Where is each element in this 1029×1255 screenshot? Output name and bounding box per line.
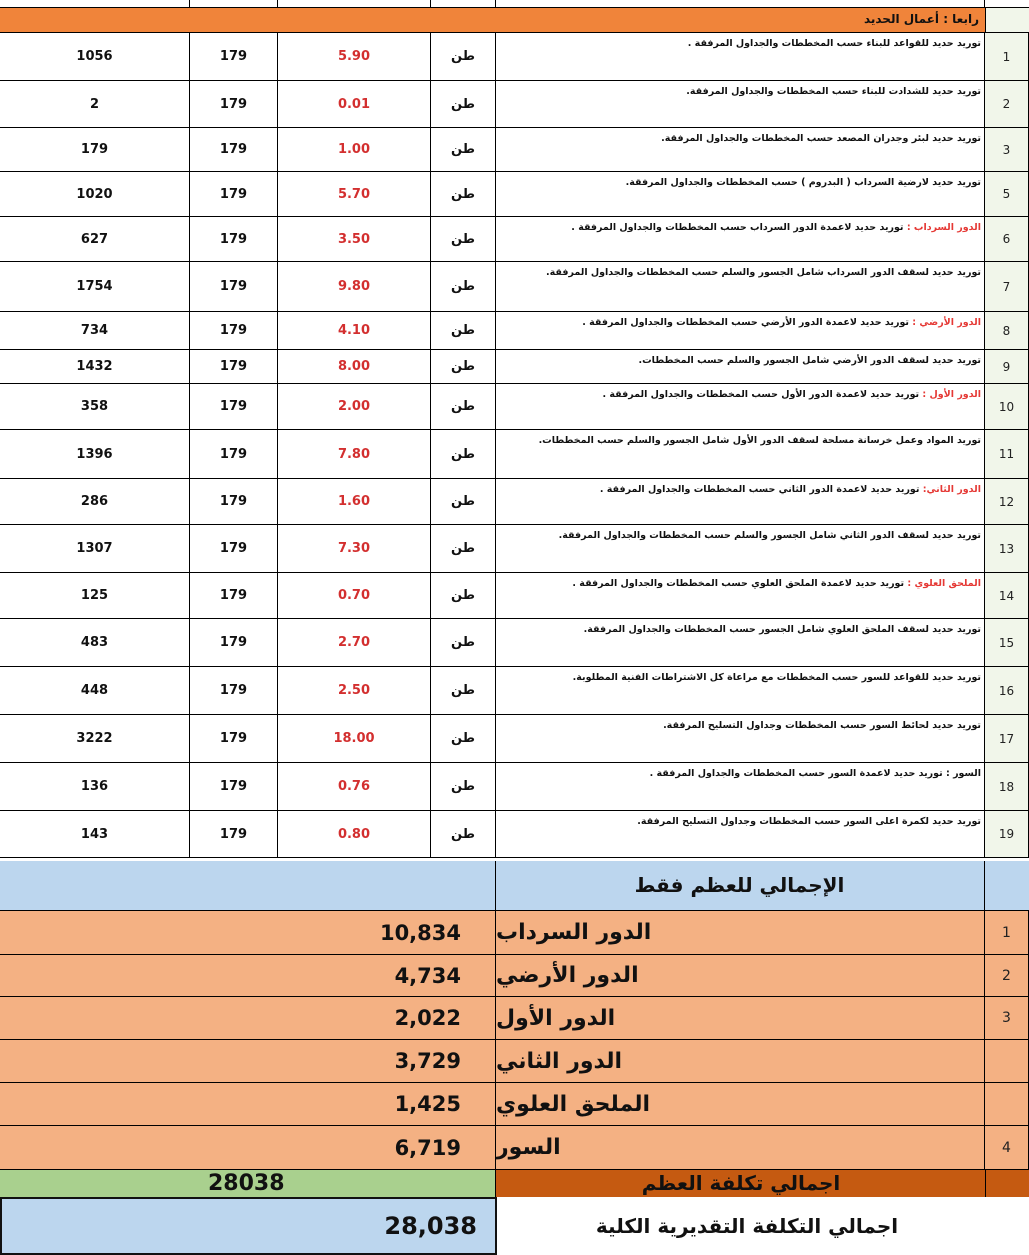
row-description-text: توريد حديد لاعمدة الدور الأرضي حسب المخططات والجداول المرفقة .: [582, 317, 913, 328]
table-row: [0, 763, 1029, 811]
row-description-text: توريد حديد لاعمدة الملحق العلوي حسب المخططات والجداول المرفقة .: [572, 578, 908, 589]
row-rate: 179: [190, 81, 278, 128]
row-description: [496, 715, 985, 763]
summary-row: [0, 1126, 1029, 1170]
row-index: 2: [985, 81, 1029, 128]
row-unit: طن: [431, 172, 496, 217]
grand-total-value: 28,038: [384, 1212, 477, 1240]
grand-total-row: [0, 1197, 1029, 1255]
row-unit: طن: [431, 312, 496, 350]
row-rate: 179: [190, 811, 278, 858]
table-row: [0, 430, 1029, 479]
row-index: 16: [985, 667, 1029, 715]
row-rate: 179: [190, 479, 278, 525]
row-unit: طن: [431, 430, 496, 479]
row-unit: طن: [431, 667, 496, 715]
row-rate: 179: [190, 262, 278, 312]
row-qty: 9.80: [278, 262, 431, 312]
summary-label: الدور الأول: [496, 997, 985, 1040]
row-floor-prefix: الدور الأرضي :: [912, 317, 981, 328]
row-index: 1: [985, 33, 1029, 81]
row-total: 627: [0, 217, 190, 262]
row-floor-prefix: الدور الأول :: [922, 389, 981, 400]
row-description-text: توريد حديد لسقف الدور الأرضي شامل الجسور والسلم حسب المخططات.: [638, 355, 981, 366]
row-description-text: توريد حديد لاعمدة الدور الأول حسب المخططات والجداول المرفقة .: [602, 389, 923, 400]
row-unit: طن: [431, 384, 496, 430]
row-floor-prefix: الملحق العلوي :: [907, 578, 981, 589]
row-unit: طن: [431, 763, 496, 811]
row-rate: 179: [190, 128, 278, 172]
row-total: 448: [0, 667, 190, 715]
row-rate: 179: [190, 384, 278, 430]
row-description-text: توريد حديد للشدادت للبناء حسب المخططات والجداول المرفقة.: [686, 86, 981, 97]
row-description: [496, 479, 985, 525]
table-row: [0, 262, 1029, 312]
summary-row: [0, 1083, 1029, 1126]
row-unit: طن: [431, 262, 496, 312]
row-description-text: توريد حديد لحائط السور حسب المخططات وجداول التسليح المرفقة.: [663, 720, 981, 731]
table-row: [0, 525, 1029, 573]
row-total: 125: [0, 573, 190, 619]
row-description-text: توريد حديد لسقف الدور السرداب شامل الجسور والسلم حسب المخططات والجداول المرفقة.: [546, 267, 981, 278]
row-qty: 4.10: [278, 312, 431, 350]
row-unit: طن: [431, 619, 496, 667]
table-row: [0, 479, 1029, 525]
row-unit: طن: [431, 573, 496, 619]
summary-row: [0, 955, 1029, 997]
row-qty: 0.01: [278, 81, 431, 128]
table-row: [0, 128, 1029, 172]
summary-index: [985, 1083, 1029, 1126]
summary-label: الملحق العلوي: [496, 1083, 985, 1126]
summary-value: 1,425: [0, 1083, 496, 1126]
row-description: [496, 619, 985, 667]
row-index: 15: [985, 619, 1029, 667]
row-description: [496, 430, 985, 479]
row-rate: 179: [190, 172, 278, 217]
grand-total-value-cell: [0, 1197, 497, 1255]
row-qty: 7.30: [278, 525, 431, 573]
summary-row: [0, 1040, 1029, 1083]
row-rate: 179: [190, 715, 278, 763]
row-description: [496, 811, 985, 858]
row-total: 1432: [0, 350, 190, 384]
row-index: 10: [985, 384, 1029, 430]
row-rate: 179: [190, 573, 278, 619]
row-description-text: توريد المواد وعمل خرسانة مسلحة لسقف الدور الأول شامل الجسور والسلم حسب المخططات.: [538, 435, 981, 446]
table-row: [0, 81, 1029, 128]
row-unit: طن: [431, 33, 496, 81]
row-total: 143: [0, 811, 190, 858]
row-total: 286: [0, 479, 190, 525]
row-description: [496, 312, 985, 350]
row-total: 1754: [0, 262, 190, 312]
row-rate: 179: [190, 763, 278, 811]
row-total: 3222: [0, 715, 190, 763]
row-description-text: توريد حديد للقواعد للبناء حسب المخططات والجداول المرفقة .: [687, 38, 981, 49]
summary-index: 4: [985, 1126, 1029, 1170]
row-qty: 8.00: [278, 350, 431, 384]
structure-total-row: [0, 1170, 1029, 1197]
table-row: [0, 715, 1029, 763]
row-rate: 179: [190, 667, 278, 715]
section-header-index-cell: [985, 8, 1029, 33]
row-description-text: توريد حديد لسقف الدور الثاني شامل الجسور والسلم حسب المخططات والجداول المرفقة.: [558, 530, 981, 541]
row-qty: 2.50: [278, 667, 431, 715]
row-description: [496, 262, 985, 312]
row-total: 1396: [0, 430, 190, 479]
row-rate: 179: [190, 33, 278, 81]
row-index: 19: [985, 811, 1029, 858]
row-description-text: السور : توريد حديد لاعمدة السور حسب المخططات والجداول المرفقة .: [649, 768, 981, 779]
table-row: [0, 217, 1029, 262]
row-floor-prefix: الدور السرداب :: [906, 222, 981, 233]
table-row: [0, 811, 1029, 858]
row-index: 5: [985, 172, 1029, 217]
row-total: 136: [0, 763, 190, 811]
row-index: 7: [985, 262, 1029, 312]
summary-row: [0, 997, 1029, 1040]
row-description-text: توريد حديد لبئر وجدران المصعد حسب المخططات والجداول المرفقة.: [661, 133, 981, 144]
row-rate: 179: [190, 217, 278, 262]
structure-total-index-cell: [985, 1170, 1029, 1197]
row-qty: 2.70: [278, 619, 431, 667]
summary-value: 3,729: [0, 1040, 496, 1083]
row-description: [496, 384, 985, 430]
row-index: 14: [985, 573, 1029, 619]
row-rate: 179: [190, 350, 278, 384]
table-row: [0, 384, 1029, 430]
row-index: 18: [985, 763, 1029, 811]
row-index: 11: [985, 430, 1029, 479]
summary-row: [0, 911, 1029, 955]
row-description: [496, 128, 985, 172]
row-qty: 1.00: [278, 128, 431, 172]
row-index: 3: [985, 128, 1029, 172]
row-unit: طن: [431, 81, 496, 128]
table-row: [0, 172, 1029, 217]
row-index: 9: [985, 350, 1029, 384]
summary-index: 2: [985, 955, 1029, 997]
row-unit: طن: [431, 811, 496, 858]
row-index: 13: [985, 525, 1029, 573]
row-description: [496, 525, 985, 573]
table-row: [0, 350, 1029, 384]
summary-value: 10,834: [0, 911, 496, 955]
row-qty: 0.70: [278, 573, 431, 619]
row-qty: 7.80: [278, 430, 431, 479]
row-index: 17: [985, 715, 1029, 763]
structure-total-value-cell: [0, 1170, 495, 1197]
row-unit: طن: [431, 715, 496, 763]
row-description-text: توريد حديد لسقف الملحق العلوي شامل الجسور حسب المخططات والجداول المرفقة.: [583, 624, 981, 635]
table-row: [0, 312, 1029, 350]
row-total: 358: [0, 384, 190, 430]
row-index: 8: [985, 312, 1029, 350]
summary-index: [985, 1040, 1029, 1083]
summary-header-row: [0, 861, 1029, 911]
row-qty: 5.90: [278, 33, 431, 81]
row-description: [496, 350, 985, 384]
row-description-text: توريد حديد لارضية السرداب ( البدروم ) حسب المخططات والجداول المرفقة.: [625, 177, 981, 188]
table-row: [0, 619, 1029, 667]
row-description: [496, 33, 985, 81]
summary-index: 3: [985, 997, 1029, 1040]
row-description: [496, 172, 985, 217]
row-rate: 179: [190, 619, 278, 667]
table-row: [0, 667, 1029, 715]
row-total: 179: [0, 128, 190, 172]
row-unit: طن: [431, 525, 496, 573]
row-qty: 3.50: [278, 217, 431, 262]
structure-total-label: اجمالي تكلفة العظم: [641, 1171, 841, 1195]
table-row: [0, 33, 1029, 81]
summary-label: السور: [496, 1126, 985, 1170]
row-description: [496, 763, 985, 811]
row-total: 483: [0, 619, 190, 667]
section-header: [0, 8, 985, 33]
row-floor-prefix: الدور الثاني:: [922, 484, 981, 495]
row-qty: 1.60: [278, 479, 431, 525]
row-description: [496, 217, 985, 262]
row-total: 1056: [0, 33, 190, 81]
row-qty: 2.00: [278, 384, 431, 430]
summary-header-divider-right: [984, 861, 985, 911]
summary-index: 1: [985, 911, 1029, 955]
table-row: [0, 573, 1029, 619]
row-total: 734: [0, 312, 190, 350]
summary-value: 2,022: [0, 997, 496, 1040]
row-qty: 18.00: [278, 715, 431, 763]
row-rate: 179: [190, 525, 278, 573]
summary-value: 4,734: [0, 955, 496, 997]
row-unit: طن: [431, 217, 496, 262]
row-description-text: توريد حديد لكمرة اعلى السور حسب المخططات وجداول التسليح المرفقة.: [637, 816, 981, 827]
row-description-text: توريد حديد لاعمدة الدور الثاني حسب المخططات والجداول المرفقة .: [599, 484, 923, 495]
summary-label: الدور الأرضي: [496, 955, 985, 997]
grand-total-label: اجمالي التكلفة التقديرية الكلية: [595, 1214, 899, 1238]
row-total: 1020: [0, 172, 190, 217]
row-total: 1307: [0, 525, 190, 573]
row-description-text: توريد حديد لاعمدة الدور السرداب حسب المخططات والجداول المرفقة .: [571, 222, 907, 233]
row-unit: طن: [431, 479, 496, 525]
section-header-title: رابعا : أعمال الحديد: [863, 12, 979, 26]
row-qty: 5.70: [278, 172, 431, 217]
row-rate: 179: [190, 312, 278, 350]
summary-label: الدور السرداب: [496, 911, 985, 955]
structure-total-value: 28038: [208, 1171, 285, 1196]
structure-total-label-cell: [495, 1170, 985, 1197]
summary-label: الدور الثاني: [496, 1040, 985, 1083]
grand-total-label-cell: [497, 1197, 1029, 1255]
row-qty: 0.76: [278, 763, 431, 811]
summary-header-title: الإجمالي للعظم فقط: [634, 873, 845, 897]
row-qty: 0.80: [278, 811, 431, 858]
row-description-text: توريد حديد للقواعد للسور حسب المخططات مع مراعاة كل الاشتراطات الفنية المطلوبة.: [572, 672, 981, 683]
row-index: 6: [985, 217, 1029, 262]
row-description: [496, 573, 985, 619]
previous-row-edge: [0, 0, 1029, 8]
row-rate: 179: [190, 430, 278, 479]
row-description: [496, 667, 985, 715]
summary-value: 6,719: [0, 1126, 496, 1170]
row-description: [496, 81, 985, 128]
row-unit: طن: [431, 128, 496, 172]
row-total: 2: [0, 81, 190, 128]
row-index: 12: [985, 479, 1029, 525]
row-unit: طن: [431, 350, 496, 384]
